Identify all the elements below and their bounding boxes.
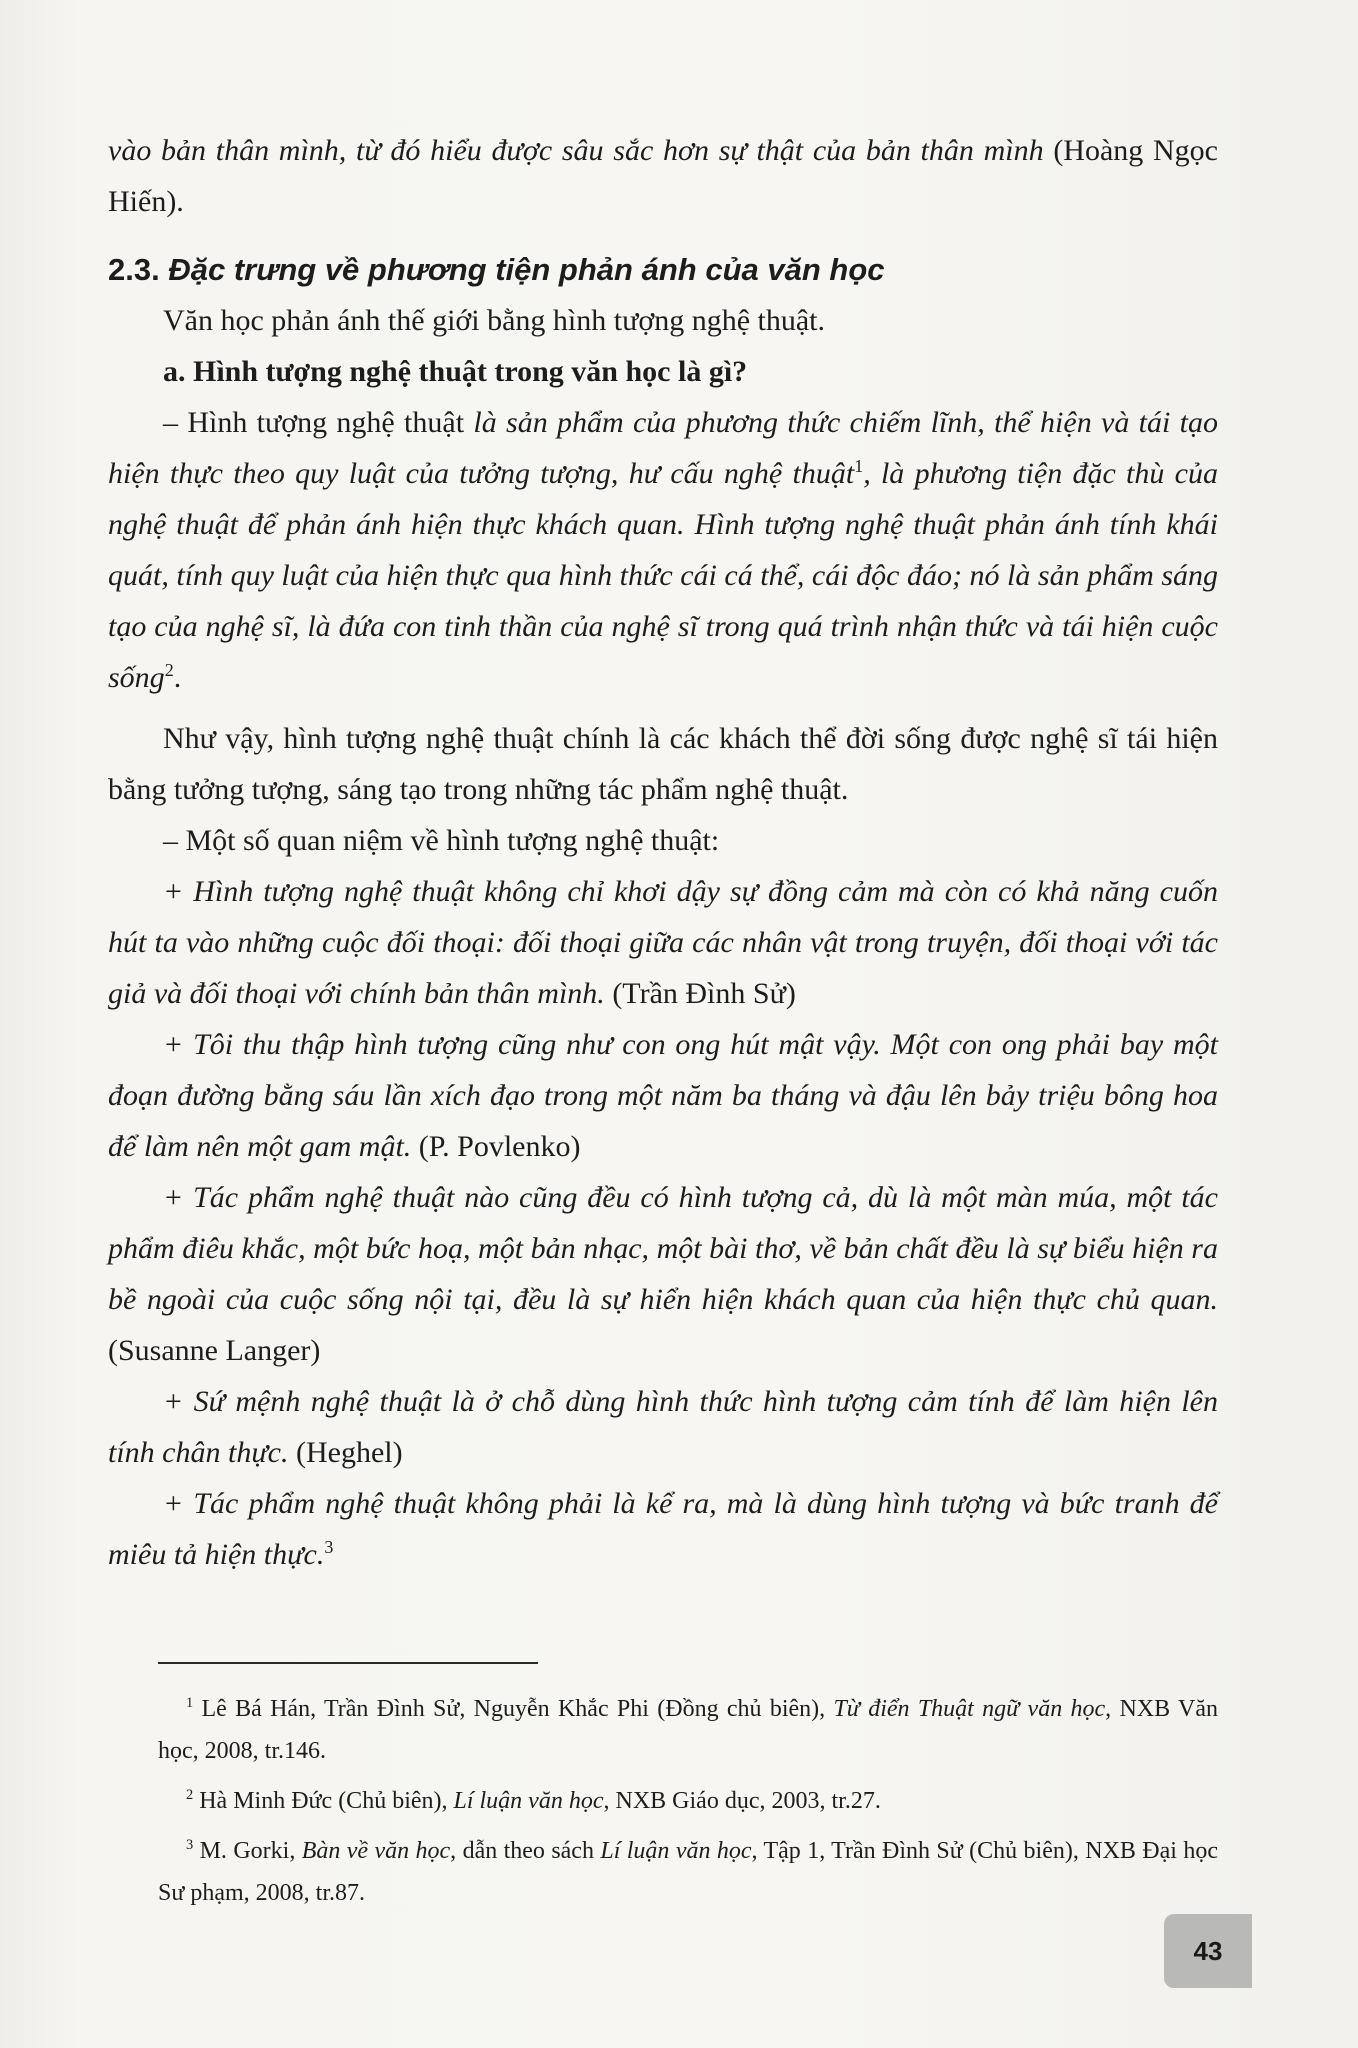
footnote-2: $^2$ Hà Minh Đức (Chủ biên), Lí luận văn học, NXB Giáo dục, 2003, tr.27. [186,1787,881,1814]
page-number: 43 [1164,1914,1252,1988]
quote-item: + Tôi thu thập hình tượng cũng như con ong hút mật vậy. Một con ong phải bay một đoạn đường bằng sáu lần xích đạo trong một năm ba tháng và đậu lên bảy triệu bông hoa để làm nên một gam mật. (P. Povlenko) [108,1028,1218,1163]
paragraph-continuation: vào bản thân mình, từ đó hiểu được sâu sắc hơn sự thật của bản thân mình (Hoàng Ngọc Hiến). [108,134,1218,218]
footnote-ref-2[interactable]: 2 [164,660,174,680]
footnote-ref-3[interactable]: 3 [324,1537,334,1557]
footnote-ref-1[interactable]: 1 [854,456,864,476]
subheading-a: a. Hình tượng nghệ thuật trong văn học là gì? [163,355,748,388]
paragraph-definition: – Hình tượng nghệ thuật là sản phẩm của phương thức chiếm lĩnh, thể hiện và tái tạo hiện thực theo quy luật của tưởng tượng, hư cấu nghệ thuật$^1$, là phương tiện đặc thù của nghệ thuật để phản ánh hiện thực khách quan. Hình tượng nghệ thuật phản ánh tính khái quát, tính quy luật của hiện thực qua hình thức cái cá thể, cái độc đáo; nó là sản phẩm sáng tạo của nghệ sĩ, là đứa con tinh thần của nghệ sĩ trong quá trình nhận thức và tái hiện cuộc sống$^2$. [108,406,1218,694]
footnote-divider [158,1662,538,1664]
paragraph-summary: Như vậy, hình tượng nghệ thuật chính là các khách thể đời sống được nghệ sĩ tái hiện bằng tưởng tượng, sáng tạo trong những tác phẩm nghệ thuật. [108,722,1218,806]
footnotes [158,1662,1218,1922]
section-heading: 2.3. Đặc trưng về phương tiện phản ánh của văn học [108,252,885,287]
footnote-3: $^3$ M. Gorki, Bàn về văn học, dẫn theo sách Lí luận văn học, Tập 1, Trần Đình Sử (Chủ biên), NXB Đại học Sư phạm, 2008, tr.87. [158,1837,1218,1906]
quote-item: + Sứ mệnh nghệ thuật là ở chỗ dùng hình thức hình tượng cảm tính để làm hiện lên tính chân thực. (Heghel) [108,1385,1218,1469]
body-text [108,125,1218,1580]
footnote-1: $^1$ Lê Bá Hán, Trần Đình Sử, Nguyễn Khắc Phi (Đồng chủ biên), Từ điển Thuật ngữ văn học, NXB Văn học, 2008, tr.146. [158,1695,1218,1764]
quote-item: + Hình tượng nghệ thuật không chỉ khơi dậy sự đồng cảm mà còn có khả năng cuốn hút ta vào những cuộc đối thoại: đối thoại giữa các nhân vật trong truyện, đối thoại với tác giả và đối thoại với chính bản thân mình. (Trần Đình Sử) [108,875,1218,1010]
paragraph-intro: Văn học phản ánh thế giới bằng hình tượng nghệ thuật. [163,304,826,337]
paragraph-list-intro: – Một số quan niệm về hình tượng nghệ thuật: [163,824,720,857]
quote-item: + Tác phẩm nghệ thuật nào cũng đều có hình tượng cả, dù là một màn múa, một tác phẩm điêu khắc, một bức hoạ, một bản nhạc, một bài thơ, về bản chất đều là sự biểu hiện ra bề ngoài của cuộc sống nội tại, đều là sự hiển hiện khách quan của hiện thực chủ quan. (Susanne Langer) [108,1181,1218,1367]
quote-item: + Tác phẩm nghệ thuật không phải là kể ra, mà là dùng hình tượng và bức tranh để miêu tả hiện thực.$^3$ [108,1487,1218,1571]
